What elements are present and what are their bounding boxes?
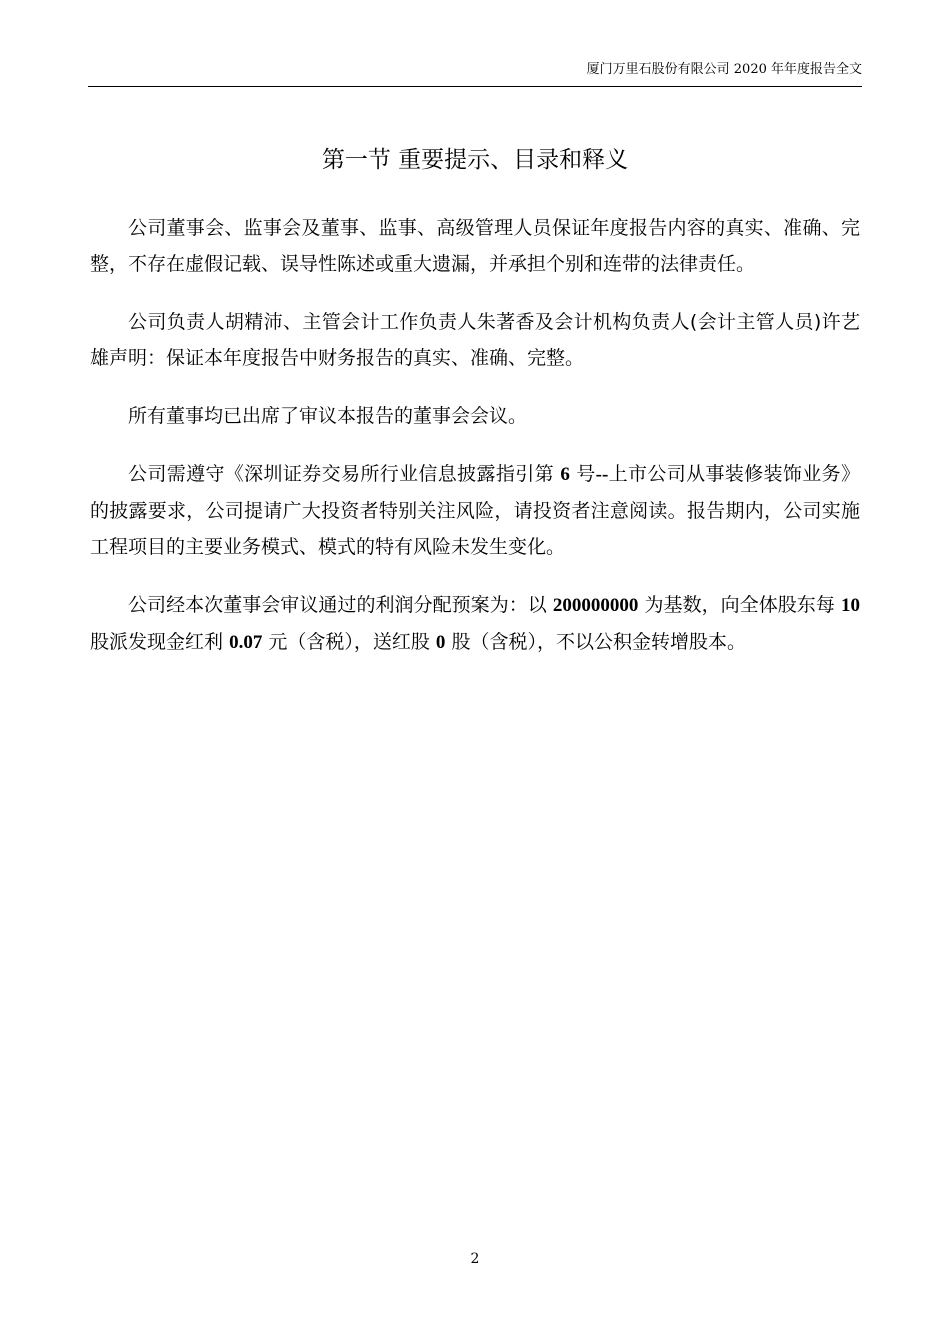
- text-segment: 公司需遵守《深圳证券交易所行业信息披露指引第: [128, 463, 554, 485]
- page-number: 2: [470, 1251, 480, 1267]
- paragraph-disclosure-guideline: [90, 456, 860, 565]
- text-segment: 为基数，向全体股东每: [644, 594, 835, 616]
- cash-dividend: 0.07: [229, 632, 263, 653]
- section-title: 第一节 重要提示、目录和释义: [321, 147, 629, 173]
- running-header: 厦门万里石股份有限公司 2020 年年度报告全文: [586, 62, 862, 77]
- header-divider: [88, 86, 862, 87]
- text-segment: 公司经本次董事会审议通过的利润分配预案为：以: [128, 594, 547, 616]
- text-segment: 元（含税），送红股: [268, 631, 430, 653]
- document-body: [90, 210, 860, 683]
- dash: --: [595, 464, 609, 485]
- bonus-shares: 0: [435, 632, 446, 653]
- text-segment: 股派发现金红利: [90, 631, 224, 653]
- text-segment: 上市公司从事装修装饰业务》的披露要求，公司提请广大投资者特别关注风险，请投资者注意阅读。报告期内，公司实施工程项目的主要业务模式、模式的特有风险未发生变化。: [90, 463, 860, 558]
- text-segment: 号: [576, 463, 596, 485]
- paragraph-responsible-persons: 公司负责人胡精沛、主管会计工作负责人朱著香及会计机构负责人(会计主管人员)许艺雄声明：保证本年度报告中财务报告的真实、准确、完整。: [90, 311, 860, 369]
- per-shares: 10: [840, 595, 860, 616]
- text-segment: 股（含税），不以公积金转增股本。: [451, 631, 746, 653]
- paragraph-directors-attendance: 所有董事均已出席了审议本报告的董事会会议。: [128, 405, 528, 427]
- paragraph-board-guarantee: 公司董事会、监事会及董事、监事、高级管理人员保证年度报告内容的真实、准确、完整，不存在虚假记载、误导性陈述或重大遗漏，并承担个别和连带的法律责任。: [90, 217, 860, 275]
- paragraph-profit-distribution: [90, 587, 860, 661]
- share-base: 200000000: [552, 595, 639, 616]
- guideline-number: 6: [560, 464, 570, 485]
